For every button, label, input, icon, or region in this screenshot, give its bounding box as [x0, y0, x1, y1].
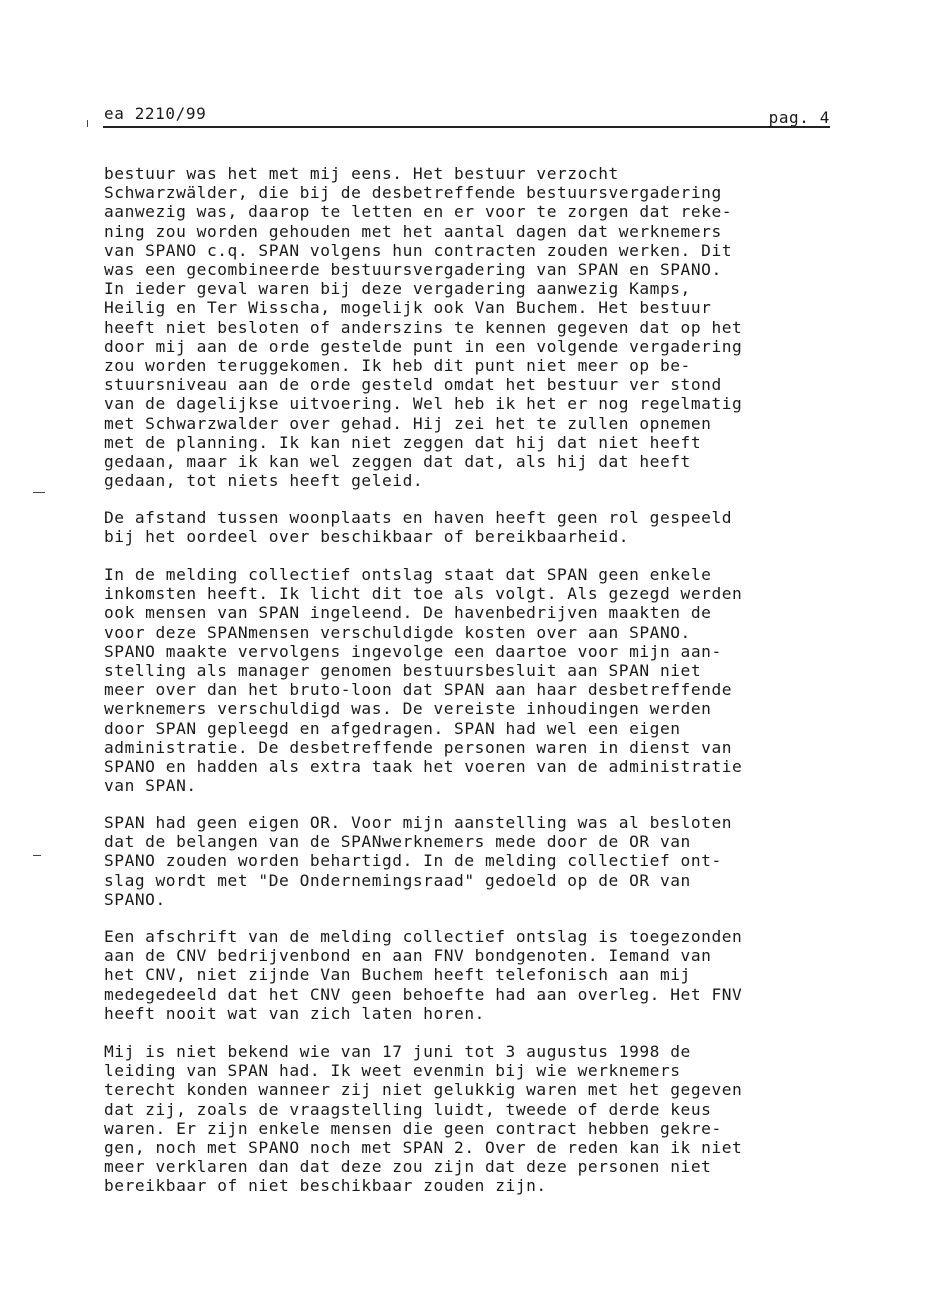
text-line: stelling als manager genomen bestuursbesluit aan SPAN niet: [104, 661, 702, 681]
paragraph-1: [104, 164, 832, 490]
case-reference: ea 2210/99: [104, 104, 207, 123]
paragraph-3: [104, 565, 832, 795]
scan-mark: [33, 855, 41, 856]
page-header: [102, 102, 830, 128]
text-line: van de dagelijkse uitvoering. Wel heb ik het er nog regelmatig: [104, 394, 743, 414]
scan-mark: [87, 120, 88, 127]
text-line: terecht konden wanneer zij niet gelukkig waren met het gegeven: [104, 1080, 743, 1100]
text-line: gedaan, tot niets heeft geleid.: [104, 471, 424, 491]
text-line: met Schwarzwalder over gehad. Hij zei het te zullen opnemen: [104, 413, 712, 433]
text-line: bereikbaar of niet beschikbaar zouden zijn.: [104, 1176, 547, 1196]
text-line: meer over dan het bruto-loon dat SPAN aan haar desbetreffende: [104, 680, 733, 700]
paragraph-4: [104, 813, 832, 909]
text-line: aan de CNV bedrijvenbond en aan FNV bondgenoten. Iemand van: [104, 946, 712, 966]
text-line: meer verklaren dan dat deze zou zijn dat deze personen niet: [104, 1157, 712, 1177]
text-line: met de planning. Ik kan niet zeggen dat hij dat niet heeft: [104, 432, 702, 452]
text-line: gedaan, maar ik kan wel zeggen dat dat, als hij dat heeft: [104, 452, 691, 472]
text-line: heeft niet besloten of anderszins te kennen gegeven dat op het: [104, 317, 743, 337]
text-line: ning zou worden gehouden met het aantal dagen dat werknemers: [104, 221, 722, 241]
text-line: van SPANO c.q. SPAN volgens hun contracten zouden werken. Dit: [104, 240, 733, 260]
text-line: Schwarzwälder, die bij de desbetreffende bestuursvergadering: [104, 183, 722, 203]
page-number: pag. 4: [768, 108, 830, 127]
text-line: gen, noch met SPANO noch met SPAN 2. Over de reden kan ik niet: [104, 1138, 743, 1158]
header-rule: [103, 126, 830, 128]
text-line: administratie. De desbetreffende personen waren in dienst van: [104, 737, 733, 757]
text-line: In ieder geval waren bij deze vergadering aanwezig Kamps,: [104, 279, 691, 299]
paragraph-2: [104, 508, 832, 546]
text-line: stuursniveau aan de orde gesteld omdat het bestuur ver stond: [104, 375, 722, 395]
text-line: ook mensen van SPAN ingeleend. De havenbedrijven maakten de: [104, 603, 712, 623]
text-line: aanwezig was, daarop te letten en er voor te zorgen dat reke-: [104, 202, 733, 222]
text-line: het CNV, niet zijnde Van Buchem heeft telefonisch aan mij: [104, 965, 691, 985]
text-line: heeft nooit wat van zich laten horen.: [104, 1003, 485, 1023]
text-line: medegedeeld dat het CNV geen behoefte had aan overleg. Het FNV: [104, 984, 743, 1004]
text-line: bij het oordeel over beschikbaar of bereikbaarheid.: [104, 527, 630, 547]
text-line: zou worden teruggekomen. Ik heb dit punt niet meer op be-: [104, 356, 691, 376]
text-line: was een gecombineerde bestuursvergadering van SPAN en SPANO.: [104, 260, 722, 280]
text-line: SPANO en hadden als extra taak het voeren van de administratie: [104, 757, 743, 777]
text-line: bestuur was het met mij eens. Het bestuur verzocht: [104, 164, 619, 183]
paragraph-5: [104, 927, 832, 1023]
text-line: In de melding collectief ontslag staat dat SPAN geen enkele: [104, 565, 712, 584]
text-line: werknemers verschuldigd was. De vereiste inhoudingen werden: [104, 699, 712, 719]
text-line: De afstand tussen woonplaats en haven heeft geen rol gespeeld: [104, 508, 733, 527]
text-line: van SPAN.: [104, 776, 197, 796]
text-line: SPANO maakte vervolgens ingevolge een daartoe voor mijn aan-: [104, 641, 722, 661]
text-line: leiding van SPAN had. Ik weet evenmin bij wie werknemers: [104, 1061, 681, 1081]
text-line: waren. Er zijn enkele mensen die geen contract hebben gekre-: [104, 1118, 722, 1138]
text-line: dat zij, zoals de vraagstelling luidt, tweede of derde keus: [104, 1099, 712, 1119]
text-line: inkomsten heeft. Ik licht dit toe als volgt. Als gezegd werden: [104, 584, 743, 604]
text-line: SPANO.: [104, 889, 166, 909]
text-line: Mij is niet bekend wie van 17 juni tot 3 augustus 1998 de: [104, 1042, 691, 1061]
scan-mark: [33, 492, 45, 493]
text-line: SPAN had geen eigen OR. Voor mijn aanstelling was al besloten: [104, 813, 733, 832]
text-line: Heilig en Ter Wisscha, mogelijk ook Van Buchem. Het bestuur: [104, 298, 712, 318]
text-line: SPANO zouden worden behartigd. In de melding collectief ont-: [104, 851, 722, 871]
text-line: dat de belangen van de SPANwerknemers mede door de OR van: [104, 832, 691, 852]
text-line: voor deze SPANmensen verschuldigde kosten over aan SPANO.: [104, 622, 691, 642]
text-line: Een afschrift van de melding collectief ontslag is toegezonden: [104, 927, 743, 946]
text-line: slag wordt met "De Ondernemingsraad" gedoeld op de OR van: [104, 870, 691, 890]
text-line: door SPAN gepleegd en afgedragen. SPAN had wel een eigen: [104, 718, 681, 738]
paragraph-6: [104, 1042, 832, 1196]
text-line: door mij aan de orde gestelde punt in een volgende vergadering: [104, 336, 743, 356]
